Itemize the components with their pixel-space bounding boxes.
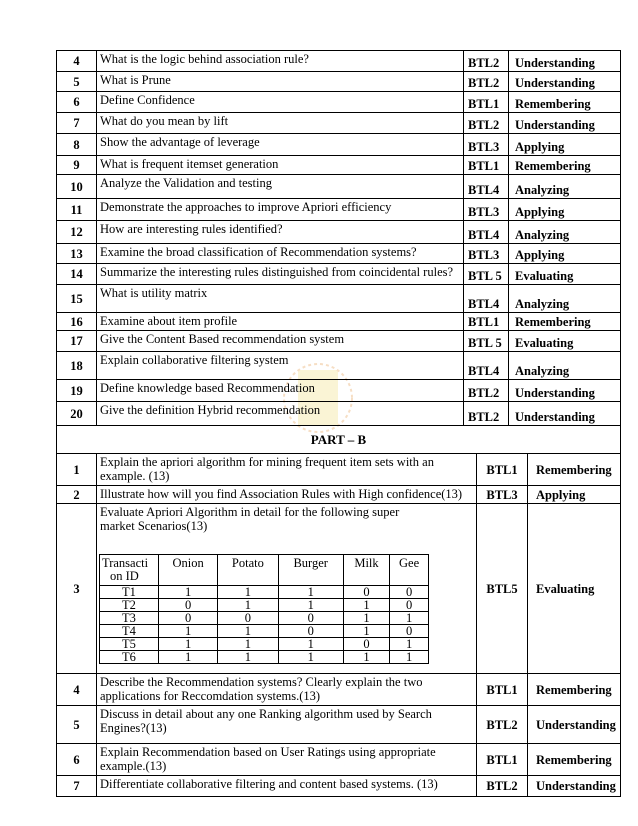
btl-code: BTL1 [486,682,518,697]
transaction-row [100,599,429,612]
table-row [57,156,620,175]
table-cell: 1 [390,638,429,651]
question-number: 20 [57,402,97,425]
transaction-row [100,651,429,664]
question-text: What is Prune [97,72,464,91]
table-row [57,352,620,380]
table-row [57,380,620,402]
table-cell: 1 [343,612,389,625]
competence-level: Applying [508,244,620,263]
btl-code: BTL2 [486,779,518,793]
table-cell: 1 [159,625,218,638]
btl-code: BTL 5 [468,336,502,350]
question-text: What is the logic behind association rule? [97,51,464,71]
table-row [57,706,620,744]
table-row [57,72,620,92]
question-table [56,50,621,797]
question-number: 12 [57,221,97,243]
question-text: What is frequent itemset generation [97,156,464,174]
btl-code: BTL1 [468,159,500,173]
question-number: 15 [57,285,97,312]
column-header: Gee [390,555,429,586]
competence-level: Analyzing [508,285,620,312]
competence-level: Remembering [527,674,620,705]
table-cell: 1 [159,586,218,599]
table-row [57,175,620,199]
question-number: 9 [57,156,97,174]
table-cell: 1 [218,651,278,664]
competence-level: Applying [508,199,620,220]
question-text [97,674,477,705]
question-text [97,706,477,743]
table-cell: T6 [100,651,159,664]
table-row [57,134,620,156]
btl-code: BTL2 [468,386,500,400]
question-text: Define knowledge based Recommendation [97,380,464,401]
question-number: 5 [57,706,97,743]
btl-code: BTL3 [486,487,518,502]
question-text: How are interesting rules identified? [97,221,464,243]
question-text [97,504,477,673]
question-text: Give the definition Hybrid recommendation [97,402,464,425]
btl-code: BTL1 [468,315,500,329]
competence-level: Understanding [508,402,620,425]
table-cell: 1 [218,586,278,599]
competence-level: Evaluating [508,264,620,284]
table-cell: 1 [218,599,278,612]
question-text-content: Explain the apriori algorithm for mining frequent item sets with an example. (13) [100,455,434,483]
question-number: 2 [57,486,97,503]
question-number: 14 [57,264,97,284]
table-cell: 1 [278,599,343,612]
btl-code: BTL1 [486,752,518,767]
column-header: Milk [343,555,389,586]
btl-code: BTL3 [468,140,500,154]
transaction-table [99,554,429,664]
table-cell: 1 [278,651,343,664]
competence-level: Remembering [508,313,620,330]
question-text-content: Describe the Recommendation systems? Clearly explain the two applications for Reccomdation systems.(13) [100,675,423,703]
question-number: 1 [57,454,97,485]
question-text: Examine the broad classification of Recommendation systems? [97,244,464,263]
question-number: 19 [57,380,97,401]
table-cell: T5 [100,638,159,651]
header-line: Transacti [102,556,149,570]
column-header: Burger [278,555,343,586]
competence-level: Analyzing [508,221,620,243]
table-row [57,264,620,285]
question-number: 17 [57,331,97,351]
question-number: 3 [57,504,97,673]
question-text-content: Explain Recommendation based on User Ratings using appropriate example.(13) [100,745,436,773]
question-text: Examine about item profile [97,313,464,330]
competence-level: Evaluating [527,504,620,673]
table-cell: T3 [100,612,159,625]
table-row [57,744,620,776]
column-header: Potato [218,555,278,586]
header-line: on ID [110,569,139,583]
btl-code: BTL1 [486,462,518,477]
table-cell: 0 [390,599,429,612]
competence-level: Remembering [527,744,620,775]
question-number: 8 [57,134,97,155]
question-text: Analyze the Validation and testing [97,175,464,198]
table-row [57,199,620,221]
question-text: Summarize the interesting rules distinguished from coincidental rules? [97,264,464,284]
column-header [100,555,159,586]
table-row [57,51,620,72]
table-cell: 0 [278,612,343,625]
competence-level: Analyzing [508,175,620,198]
question-text: Give the Content Based recommendation system [97,331,464,351]
table-row [57,674,620,706]
table-cell: T4 [100,625,159,638]
btl-code: BTL2 [468,56,500,70]
table-cell: 0 [278,625,343,638]
table-cell: 0 [390,586,429,599]
btl-code: BTL 5 [468,269,502,283]
btl-code: BTL2 [468,118,500,132]
question-text: Explain collaborative filtering system [97,352,464,379]
competence-level: Remembering [508,156,620,174]
question-number: 5 [57,72,97,91]
table-cell: T2 [100,599,159,612]
table-row [57,244,620,264]
competence-level: Evaluating [508,331,620,351]
table-cell: 1 [390,651,429,664]
question-text-content: Discuss in detail about any one Ranking algorithm used by Search Engines?(13) [100,707,432,735]
question-number: 16 [57,313,97,330]
question-number: 7 [57,113,97,133]
competence-level: Understanding [527,706,620,743]
btl-code: BTL4 [468,297,500,311]
question-number: 13 [57,244,97,263]
table-cell: 0 [343,586,389,599]
table-cell: 0 [390,625,429,638]
transaction-row [100,625,429,638]
question-number: 10 [57,175,97,198]
table-row [57,486,620,504]
btl-code: BTL4 [468,183,500,197]
table-row [57,454,620,486]
table-row [57,221,620,244]
table-row [57,92,620,113]
btl-code: BTL3 [468,248,500,262]
transaction-table-header [100,555,429,586]
competence-level: Applying [527,486,620,503]
question-number: 4 [57,674,97,705]
table-cell: 1 [278,638,343,651]
table-row [57,504,620,674]
table-cell: 0 [218,612,278,625]
question-text [97,744,477,775]
table-row [57,313,620,331]
column-header: Onion [159,555,218,586]
question-number: 6 [57,744,97,775]
competence-level: Understanding [527,776,620,796]
table-row [57,285,620,313]
btl-code: BTL3 [468,205,500,219]
table-row [57,331,620,352]
table-cell: 1 [343,599,389,612]
transaction-row [100,586,429,599]
table-row [57,402,620,426]
competence-level: Understanding [508,72,620,91]
question-text [97,454,477,485]
btl-code: BTL4 [468,364,500,378]
competence-level: Analyzing [508,352,620,379]
btl-code: BTL2 [486,717,518,732]
table-cell: 1 [159,651,218,664]
competence-level: Applying [508,134,620,155]
competence-level: Remembering [508,92,620,112]
table-cell: 1 [343,651,389,664]
question-text: What do you mean by lift [97,113,464,133]
question-text: Demonstrate the approaches to improve Apriori efficiency [97,199,464,220]
question-text-content: Illustrate how will you find Association Rules with High confidence(13) [100,487,463,501]
question-number: 6 [57,92,97,112]
btl-code: BTL5 [486,581,518,596]
question-text: Define Confidence [97,92,464,112]
table-cell: T1 [100,586,159,599]
part-b-heading: PART – B [57,426,620,454]
competence-level: Remembering [527,454,620,485]
table-cell: 0 [159,599,218,612]
table-cell: 1 [218,625,278,638]
competence-level: Understanding [508,380,620,401]
question-text [97,776,477,796]
question-number: 7 [57,776,97,796]
table-cell: 0 [343,638,389,651]
transaction-row [100,638,429,651]
question-text-content: Differentiate collaborative filtering and content based systems. (13) [100,777,438,791]
table-cell: 1 [390,612,429,625]
table-cell: 1 [159,638,218,651]
competence-level: Understanding [508,113,620,133]
question-text-content: Evaluate Apriori Algorithm in detail for the following super market Scenarios(13) [100,505,400,533]
btl-code: BTL4 [468,228,500,242]
table-cell: 1 [343,625,389,638]
btl-code: BTL2 [468,410,500,424]
question-number: 18 [57,352,97,379]
table-cell: 1 [218,638,278,651]
question-text: What is utility matrix [97,285,464,312]
table-row [57,776,620,796]
competence-level: Understanding [508,51,620,71]
table-cell: 1 [278,586,343,599]
question-number: 11 [57,199,97,220]
question-text: Show the advantage of leverage [97,134,464,155]
table-cell: 0 [159,612,218,625]
question-text [97,486,477,503]
btl-code: BTL1 [468,97,500,111]
btl-code: BTL2 [468,76,500,90]
table-row [57,113,620,134]
question-number: 4 [57,51,97,71]
transaction-row [100,612,429,625]
